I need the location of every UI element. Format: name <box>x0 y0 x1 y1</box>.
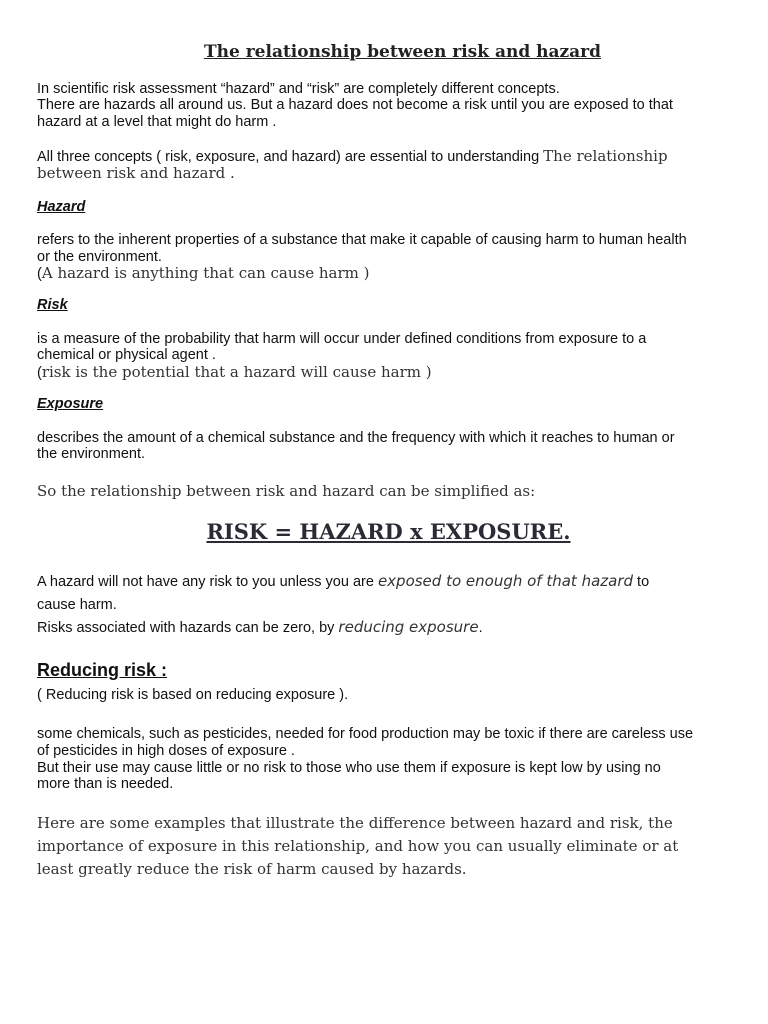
exposure-line-1: describes the amount of a chemical substance and the frequency with which it reaches to human or <box>37 430 675 446</box>
closing-paragraph <box>37 812 737 881</box>
risk-line-1: is a measure of the probability that harm will occur under defined conditions from exposure to a <box>37 331 647 347</box>
explain-tail: to <box>633 574 650 590</box>
intro-line-2: There are hazards all around us. But a hazard does not become a risk until you are exposed to that <box>37 97 673 113</box>
explain-line-2: cause harm. <box>37 597 117 613</box>
reducing-risk-note: ( Reducing risk is based on reducing exposure ). <box>37 687 349 703</box>
explain-emph: exposed to enough of that hazard <box>377 572 634 590</box>
reducing-line-3: But their use may cause little or no risk to those who use them if exposure is kept low by using no <box>37 760 661 776</box>
exposure-line-2: the environment. <box>37 446 146 462</box>
risk-heading: Risk <box>37 297 68 313</box>
hazard-heading: Hazard <box>37 199 86 215</box>
reducing-risk-heading: Reducing risk : <box>37 660 168 680</box>
closing-line-2: importance of exposure in this relationship, and how you can usually eliminate or at <box>37 837 679 855</box>
risk-formula: RISK = HAZARD x EXPOSURE. <box>206 519 571 544</box>
explain-lead: A hazard will not have any risk to you unless you are <box>37 574 378 590</box>
concepts-tail-1: The relationship <box>543 147 668 165</box>
concepts-lead: All three concepts ( risk, exposure, and hazard) are essential to understanding <box>37 149 544 165</box>
reducing-line-4: more than is needed. <box>37 776 174 792</box>
risk-line-2: chemical or physical agent . <box>37 347 216 363</box>
page-title: The relationship between risk and hazard <box>203 42 602 62</box>
risk-note-paren: ( <box>37 365 42 381</box>
risk-note <box>37 363 432 382</box>
reducing-line-1: some chemicals, such as pesticides, needed for food production may be toxic if there are careless use <box>37 726 694 742</box>
explain-line-3 <box>37 618 483 637</box>
risk-note-text: risk is the potential that a hazard will cause harm ) <box>41 363 432 381</box>
exposure-heading: Exposure <box>37 396 104 412</box>
explain-line3-emph: reducing exposure <box>338 618 479 636</box>
hazard-line-1: refers to the inherent properties of a substance that make it capable of causing harm to human health <box>37 232 687 248</box>
explain-line3-lead: Risks associated with hazards can be zero, by <box>37 620 339 636</box>
hazard-note-paren: ( <box>37 266 42 282</box>
closing-line-3: least greatly reduce the risk of harm caused by hazards. <box>37 860 467 878</box>
hazard-note <box>37 264 369 283</box>
reducing-line-2: of pesticides in high doses of exposure . <box>37 743 295 759</box>
closing-line-1: Here are some examples that illustrate the difference between hazard and risk, the <box>37 814 673 832</box>
intro-line-3: hazard at a level that might do harm . <box>37 114 277 130</box>
hazard-line-2: or the environment. <box>37 249 162 265</box>
concepts-tail-2: between risk and hazard . <box>37 164 235 182</box>
hazard-note-text: A hazard is anything that can cause harm ) <box>41 264 370 282</box>
simplified-line: So the relationship between risk and hazard can be simplified as: <box>37 482 536 500</box>
explain-line-1 <box>37 572 649 591</box>
explain-line3-tail: . <box>478 620 483 636</box>
intro-line-1: In scientific risk assessment “hazard” and “risk” are completely different concepts. <box>37 81 560 97</box>
